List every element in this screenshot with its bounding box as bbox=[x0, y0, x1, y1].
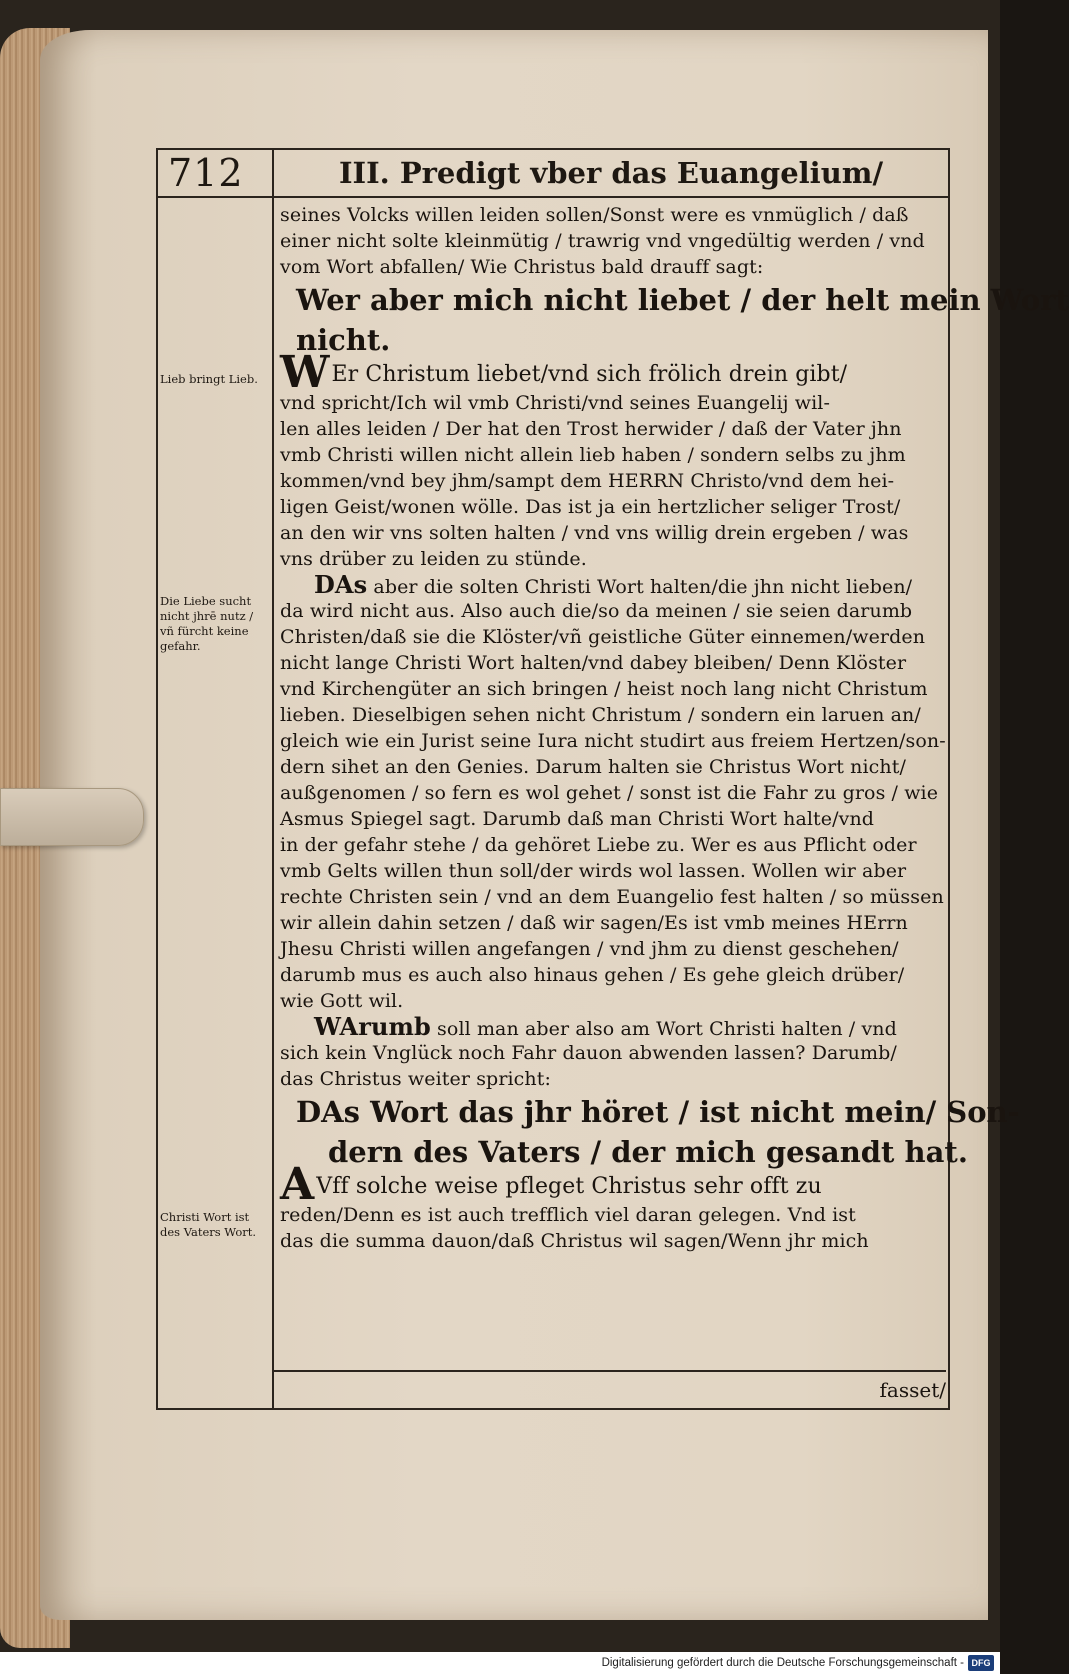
footer-bar bbox=[0, 1652, 1000, 1674]
text-line: ligen Geist/wonen wölle. Das ist ja ein hertzlicher seliger Trost/ bbox=[280, 496, 901, 518]
scripture-quote-line: nicht. bbox=[296, 323, 391, 357]
text-line: dern sihet an den Genies. Darum halten sie Christus Wort nicht/ bbox=[280, 756, 906, 778]
paragraph-lead: DAs bbox=[314, 570, 368, 599]
text-line: das die summa dauon/daß Christus wil sagen/Wenn jhr mich bbox=[280, 1230, 869, 1252]
margin-note: Die Liebe sucht nicht jhrē nutz / vñ fürcht keine gefahr. bbox=[160, 594, 254, 653]
text-line: wie Gott wil. bbox=[280, 990, 404, 1012]
text-line: rechte Christen sein / vnd an dem Euangelio fest halten / so müssen bbox=[280, 886, 944, 908]
paragraph-first-line: WEr Christum liebet/vnd sich frölich drein gibt/ bbox=[280, 347, 848, 398]
margin-note: Lieb bringt Lieb. bbox=[160, 372, 258, 386]
text-line: len alles leiden / Der hat den Trost herwider / daß der Vater jhn bbox=[280, 418, 902, 440]
margin-column-rule bbox=[272, 150, 274, 1408]
text-line: Asmus Spiegel sagt. Darumb daß man Christi Wort halte/vnd bbox=[280, 808, 875, 830]
scripture-quote-line: Wer aber mich nicht liebet / der helt mein Wort bbox=[296, 283, 1069, 317]
text-line: außgenomen / so fern es wol gehet / sonst ist die Fahr zu gros / wie bbox=[280, 782, 939, 804]
text-line: wir allein dahin setzen / daß wir sagen/Es ist vmb meines HErrn bbox=[280, 912, 908, 934]
footer-credit: Digitalisierung gefördert durch die Deutsche Forschungsgemeinschaft - bbox=[601, 1657, 964, 1669]
text-line: vom Wort abfallen/ Wie Christus bald drauff sagt: bbox=[280, 256, 764, 278]
drop-capital: W bbox=[280, 347, 330, 398]
text-line: sich kein Vnglück noch Fahr dauon abwenden lassen? Darumb/ bbox=[280, 1042, 897, 1064]
text-line: das Christus weiter spricht: bbox=[280, 1068, 551, 1090]
drop-capital: A bbox=[280, 1159, 315, 1210]
text-line: vmb Christi willen nicht allein lieb haben / sondern selbs zu jhm bbox=[280, 444, 906, 466]
text-line: einer nicht solte kleinmütig / trawrig vnd vngedültig werden / vnd bbox=[280, 230, 925, 252]
text-line: vns drüber zu leiden zu stünde. bbox=[280, 548, 587, 570]
header-rule bbox=[156, 196, 948, 198]
bottom-rule bbox=[272, 1370, 946, 1372]
text-line: an den wir vns solten halten / vnd vns willig drein ergeben / was bbox=[280, 522, 909, 544]
text-line: darumb mus es auch also hinaus gehen / Es gehe gleich drüber/ bbox=[280, 964, 905, 986]
text-line: nicht lange Christi Wort halten/vnd dabey bleiben/ Denn Klöster bbox=[280, 652, 907, 674]
paragraph-first-line: AVff solche weise pfleget Christus sehr offt zu bbox=[280, 1159, 822, 1210]
paragraph-first-line: WArumb soll man aber also am Wort Christi halten / vnd bbox=[314, 1012, 897, 1041]
text-line: kommen/vnd bey jhm/sampt dem HERRN Christo/vnd dem hei- bbox=[280, 470, 895, 492]
running-head: III. Predigt vber das Euangelium/ bbox=[338, 156, 884, 190]
text-line: lieben. Dieselbigen sehen nicht Christum / sondern ein laruen an/ bbox=[280, 704, 921, 726]
scripture-quote-line: dern des Vaters / der mich gesandt hat. bbox=[328, 1135, 968, 1169]
text-line: in der gefahr stehe / da gehöret Liebe zu. Wer es aus Pflicht oder bbox=[280, 834, 917, 856]
paragraph-first-line: DAs aber die solten Christi Wort halten/die jhn nicht lieben/ bbox=[314, 570, 913, 599]
text-line: vnd Kirchengüter an sich bringen / heist noch lang nicht Christum bbox=[280, 678, 928, 700]
text-line: vnd spricht/Ich wil vmb Christi/vnd seines Euangelij wil- bbox=[280, 392, 831, 414]
text-line: da wird nicht aus. Also auch die/so da meinen / sie seien darumb bbox=[280, 600, 913, 622]
page-number: 712 bbox=[168, 151, 244, 195]
catchword: fasset/ bbox=[879, 1378, 946, 1402]
text-line: reden/Denn es ist auch trefflich viel daran gelegen. Vnd ist bbox=[280, 1204, 856, 1226]
text-line: seines Volcks willen leiden sollen/Sonst were es vnmüglich / daß bbox=[280, 204, 909, 226]
text-line: Jhesu Christi willen angefangen / vnd jhm zu dienst geschehen/ bbox=[280, 938, 899, 960]
text-line: vmb Gelts willen thun soll/der wirds wol lassen. Wollen wir aber bbox=[280, 860, 907, 882]
body-text bbox=[280, 202, 1069, 1368]
margin-note: Christi Wort ist des Vaters Wort. bbox=[160, 1210, 257, 1239]
text-line: Christen/daß sie die Klöster/vñ geistliche Güter einnemen/werden bbox=[280, 626, 926, 648]
scripture-quote-line: DAs Wort das jhr höret / ist nicht mein/ Son- bbox=[296, 1095, 1020, 1129]
text-line: gleich wie ein Jurist seine Iura nicht studirt aus freiem Hertzen/son- bbox=[280, 730, 946, 752]
paragraph-lead: WArumb bbox=[314, 1012, 431, 1041]
dfg-logo: DFG bbox=[968, 1655, 994, 1671]
page-tab-marker bbox=[0, 788, 144, 846]
